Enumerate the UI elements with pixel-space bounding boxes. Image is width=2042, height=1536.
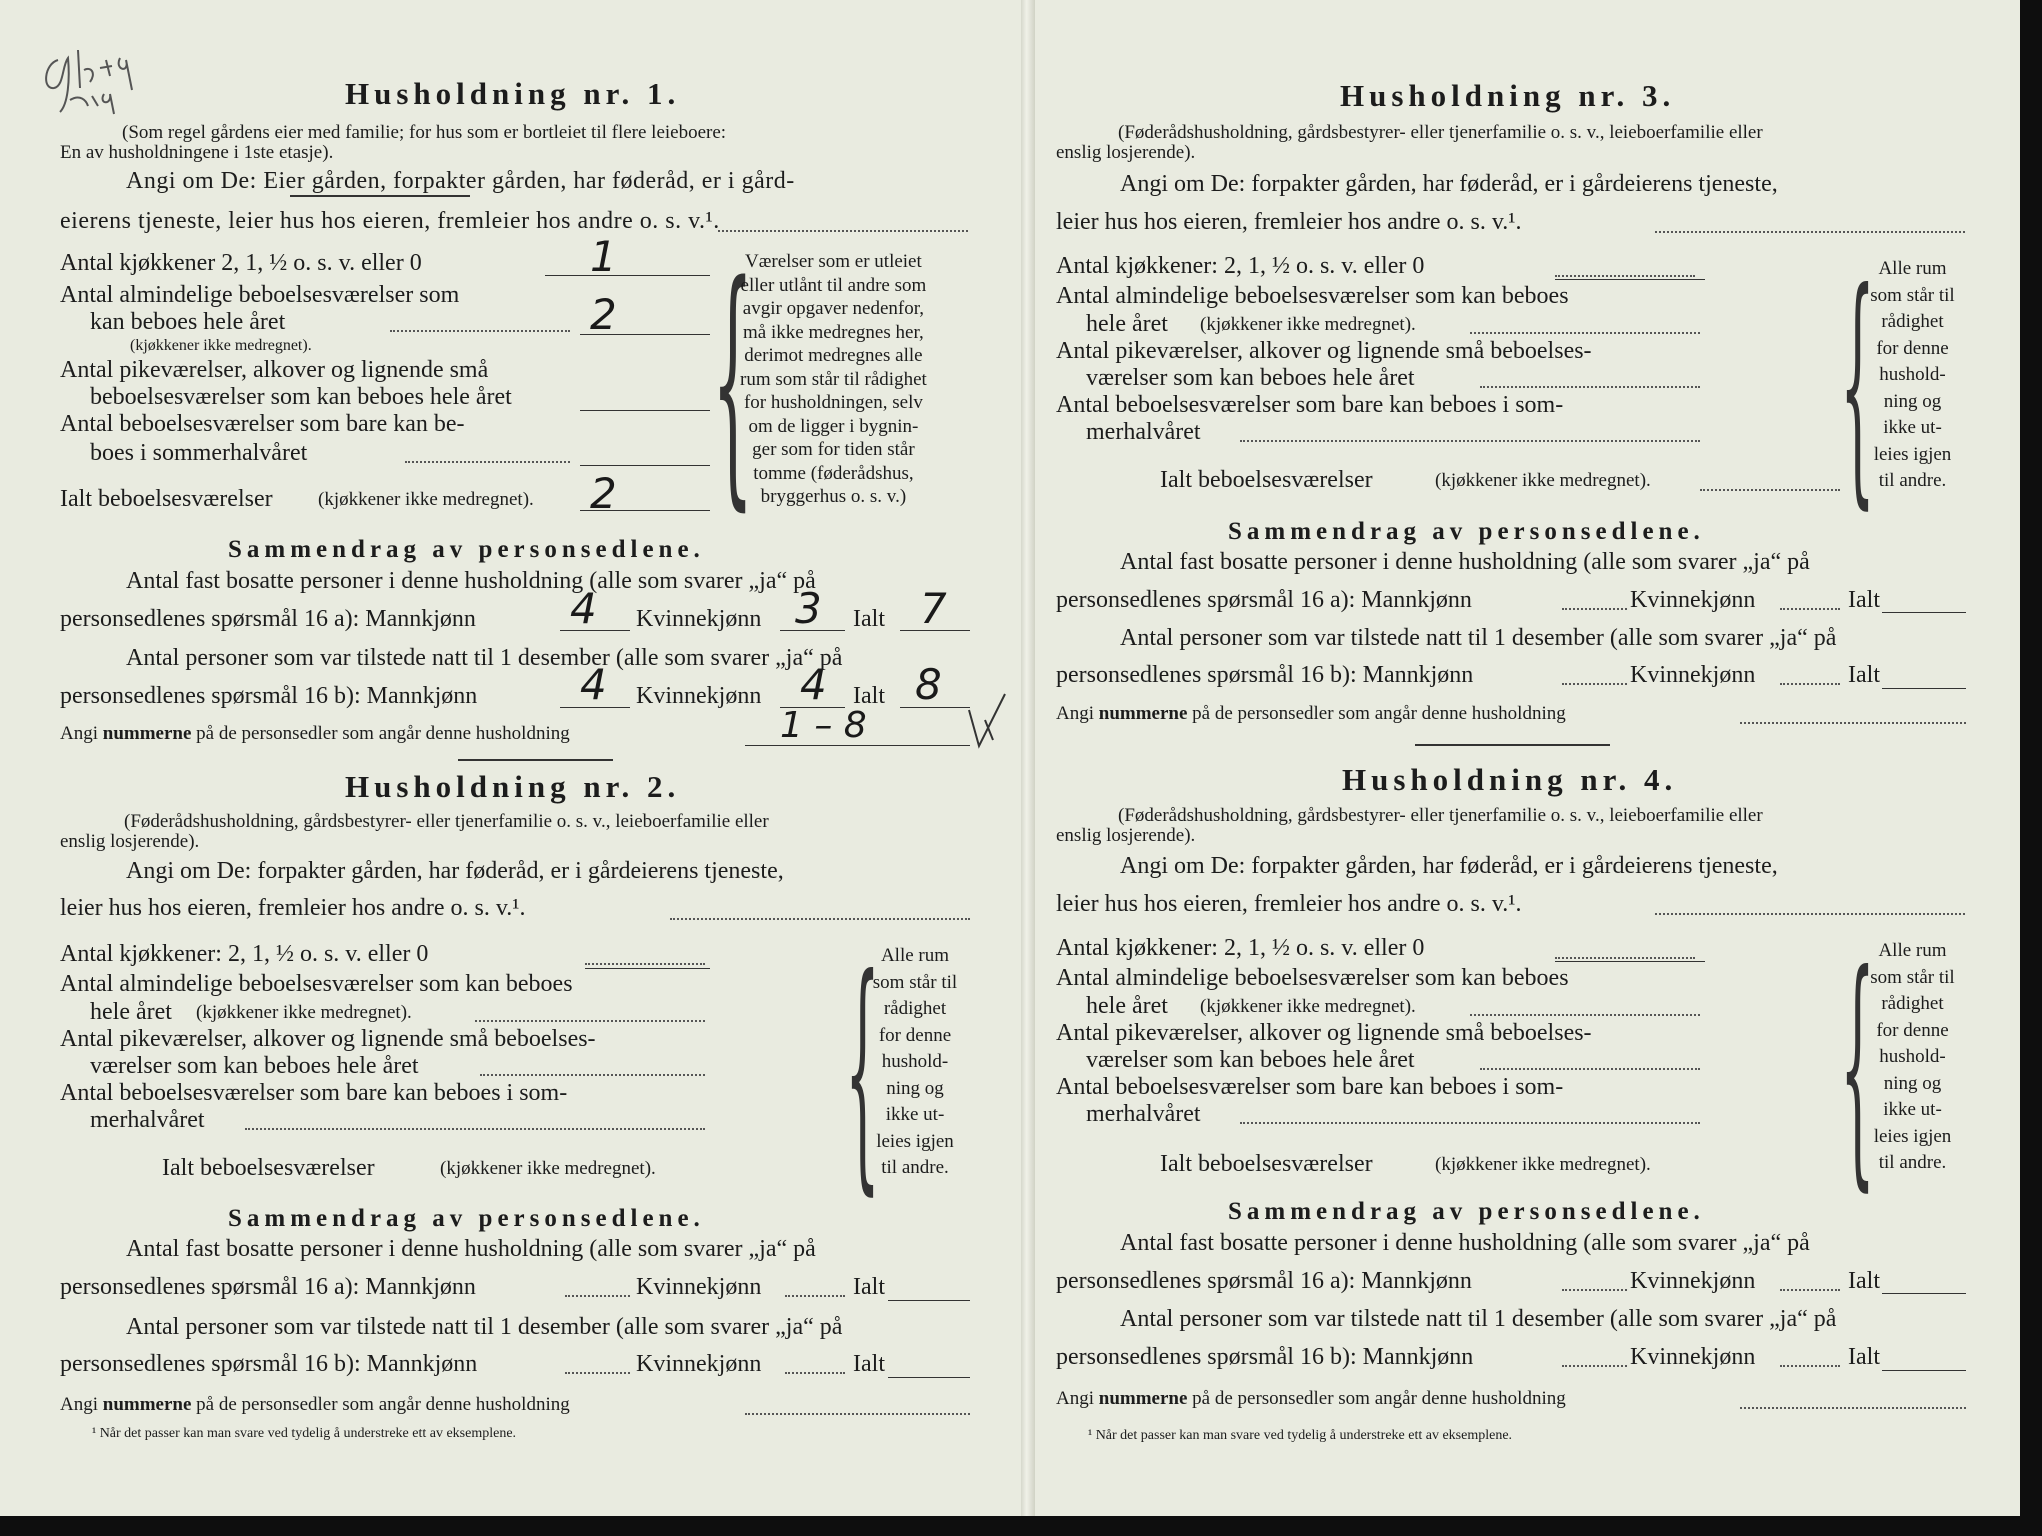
h4-s16b-female-label: Kvinnekjønn: [1630, 1344, 1756, 1370]
h4-s16a-total-label: Ialt: [1848, 1268, 1880, 1294]
side-note-line: rum som står til rådighet: [740, 368, 927, 390]
side-note-line: ger som for tiden står: [752, 439, 915, 460]
h3-s16a-female-dots: [1780, 608, 1840, 610]
h4-rooms-label1: Antal almindelige beboelsesværelser som kan beboes: [1056, 965, 1569, 991]
nummerne-word: nummerne: [1098, 703, 1188, 724]
h2-summary-heading: Sammendrag av personsedlene.: [228, 1205, 705, 1232]
scan-edge-bottom: [0, 1516, 2042, 1536]
numbers-rest: på de personsedler som angår denne husholdning: [1192, 1388, 1566, 1409]
h4-s16a-total-line: [1882, 1293, 1966, 1294]
h1-checkmark: [965, 690, 1015, 750]
side-note-line: til andre.: [1878, 1152, 1947, 1173]
h2-s16a-female-label: Kvinnekjønn: [636, 1274, 762, 1300]
h2-s16a-male-dots: [565, 1295, 630, 1297]
left-footnote: ¹ Når det passer kan man svare ved tydelig å understreke ett av eksemplene.: [92, 1426, 517, 1441]
h3-kitchens-dots: [1555, 275, 1695, 277]
h4-total-note: (kjøkkener ikke medregnet).: [1435, 1154, 1651, 1175]
h1-summer-line: [580, 465, 710, 466]
h4-s16a-female-dots: [1780, 1289, 1840, 1291]
h2-s16b-male-dots: [565, 1372, 630, 1374]
h3-rooms-note: (kjøkkener ikke medregnet).: [1200, 314, 1416, 335]
h1-pike-line: [580, 410, 710, 411]
h4-rooms-label2[interactable]: hele året: [1086, 993, 1168, 1019]
side-note-line: rådighet: [1881, 311, 1944, 332]
h3-rooms-label2[interactable]: hele året: [1086, 311, 1168, 337]
angi-word: Angi: [60, 1394, 98, 1415]
h1-s16a-male-line: [560, 630, 630, 631]
h2-note-line1: (Føderådshusholdning, gårdsbestyrer- eller tjenerfamilie o. s. v., leieboerfamilie eller: [124, 811, 769, 832]
h3-angi-dots: [1655, 231, 1965, 233]
h3-summer-dots: [1240, 440, 1700, 442]
h1-total-note: (kjøkkener ikke medregnet).: [318, 489, 534, 510]
scan-edge-right: [2020, 0, 2042, 1536]
h2-title: Husholdning nr. 2.: [345, 769, 681, 804]
h1-total-label[interactable]: Ialt beboelsesværelser: [60, 486, 273, 512]
h3-summary-heading: Sammendrag av personsedlene.: [1228, 518, 1705, 545]
h3-s16a-male-label: personsedlenes spørsmål 16 a): Mannkjønn: [1056, 587, 1472, 613]
side-note-line: hushold-: [881, 1051, 949, 1072]
h4-pike-label2[interactable]: værelser som kan beboes hele året: [1086, 1047, 1415, 1073]
side-note-line: Værelser som er utleiet: [745, 251, 922, 272]
h1-s16b-total-value[interactable]: 8: [915, 660, 942, 709]
h1-side-note: [740, 250, 927, 509]
h1-rooms-label2[interactable]: kan beboes hele året: [90, 309, 286, 335]
numbers-rest: på de personsedler som angår denne husholdning: [196, 1394, 570, 1415]
h2-s16b-female-dots: [785, 1372, 845, 1374]
h2-s16b-total-line: [888, 1377, 970, 1378]
side-note-line: derimot medregnes alle: [744, 345, 923, 366]
h4-angi-line2: leier hus hos eieren, fremleier hos andre o. s. v.¹.: [1056, 891, 1522, 917]
h3-s16b-male-label: personsedlenes spørsmål 16 b): Mannkjønn: [1056, 662, 1474, 688]
h4-pike-dots: [1480, 1068, 1700, 1070]
h2-brace: {: [845, 925, 880, 1216]
side-note-line: Alle rum: [1878, 940, 1947, 961]
h3-s16b-female-dots: [1780, 683, 1840, 685]
side-note-line: til andre.: [1878, 470, 1947, 491]
nummerne-word: nummerne: [102, 723, 192, 744]
side-note-line: som står til: [1870, 966, 1955, 988]
h2-s16a-male-label: personsedlenes spørsmål 16 a): Mannkjønn: [60, 1274, 476, 1300]
h4-rooms-dots: [1470, 1014, 1700, 1016]
h3-s16a-total-label: Ialt: [1848, 587, 1880, 613]
h3-rooms-dots: [1470, 332, 1700, 334]
side-note-line: ikke ut-: [1883, 1099, 1942, 1120]
h1-note-line2: En av husholdningene i 1ste etasje).: [60, 142, 334, 163]
h3-pike-label1: Antal pikeværelser, alkover og lignende små beboelses-: [1056, 338, 1592, 364]
h1-s16a-male-label: personsedlenes spørsmål 16 a): Mannkjønn: [60, 606, 476, 632]
h3-note-line2: enslig losjerende).: [1056, 142, 1196, 163]
h3-s16b-male-dots: [1562, 683, 1627, 685]
h4-rooms-note: (kjøkkener ikke medregnet).: [1200, 996, 1416, 1017]
h3-rooms-label1: Antal almindelige beboelsesværelser som kan beboes: [1056, 283, 1569, 309]
h1-rooms-dots: [390, 330, 570, 332]
h2-angi-dots: [670, 918, 970, 920]
h4-kitchens-dots: [1555, 957, 1695, 959]
h3-s16b-text: Antal personer som var tilstede natt til 1 desember (alle som svarer „ja“ på: [1120, 625, 1837, 651]
h4-summer-label2[interactable]: merhalvåret: [1086, 1101, 1201, 1127]
h3-s16a-total-line: [1882, 612, 1966, 613]
h1-s16b-male-label: personsedlenes spørsmål 16 b): Mannkjønn: [60, 683, 478, 709]
side-note-line: Alle rum: [1878, 258, 1947, 279]
side-note-line: ning og: [1883, 1072, 1942, 1094]
h3-s16b-female-label: Kvinnekjønn: [1630, 662, 1756, 688]
side-note-line: avgir opgaver nedenfor,: [742, 298, 925, 319]
h4-title: Husholdning nr. 4.: [1342, 762, 1678, 797]
h1-total-value[interactable]: 2: [590, 469, 617, 518]
h1-rooms-line: [580, 334, 710, 335]
h1-s16a-text: Antal fast bosatte personer i denne husholdning (alle som svarer „ja“ på: [126, 568, 816, 594]
h2-s16a-total-line: [888, 1300, 970, 1301]
side-note-line: hushold-: [1879, 364, 1946, 385]
side-note-line: som står til: [872, 971, 958, 993]
h2-rooms-label2[interactable]: hele året: [90, 999, 172, 1025]
side-note-line: for denne: [1876, 1019, 1949, 1041]
nummerne-word: nummerne: [102, 1394, 192, 1415]
h3-total-label[interactable]: Ialt beboelsesværelser: [1160, 467, 1373, 493]
page-fold: [1021, 0, 1035, 1536]
h1-s16a-total-label: Ialt: [853, 606, 885, 632]
h4-angi-dots: [1655, 913, 1965, 915]
h4-brace: {: [1840, 921, 1875, 1212]
h1-s16b-female-value[interactable]: 4: [800, 660, 827, 709]
h3-pike-label2[interactable]: værelser som kan beboes hele året: [1086, 365, 1415, 391]
h2-pike-dots: [480, 1074, 705, 1076]
side-note-line: ikke ut-: [1883, 417, 1942, 438]
h1-s16a-total-value[interactable]: 7: [920, 584, 947, 633]
side-note-line: må ikke medregnes her,: [743, 321, 924, 343]
h1-numbers-label: [60, 723, 570, 745]
h1-title: Husholdning nr. 1.: [345, 76, 681, 111]
side-note-line: rådighet: [883, 998, 947, 1019]
h4-kitchens-label[interactable]: Antal kjøkkener: 2, 1, ½ o. s. v. eller 0: [1056, 935, 1425, 961]
h1-kitchens-label[interactable]: Antal kjøkkener 2, 1, ½ o. s. v. eller 0: [60, 250, 422, 276]
h4-s16b-male-label: personsedlenes spørsmål 16 b): Mannkjønn: [1056, 1344, 1474, 1370]
h2-note-line2: enslig losjerende).: [60, 831, 200, 852]
side-note-line: for denne: [1876, 337, 1949, 359]
h2-s16b-male-label: personsedlenes spørsmål 16 b): Mannkjønn: [60, 1351, 478, 1377]
side-note-line: eller utlånt til andre som: [740, 274, 927, 296]
h4-s16b-total-line: [1882, 1370, 1966, 1371]
h1-s16a-male-value[interactable]: 4: [570, 584, 597, 633]
h2-s16a-total-label: Ialt: [853, 1274, 885, 1300]
h4-s16a-male-label: personsedlenes spørsmål 16 a): Mannkjønn: [1056, 1268, 1472, 1294]
h1-kitchens-value[interactable]: 1: [590, 232, 617, 281]
h2-rooms-label1: Antal almindelige beboelsesværelser som kan beboes: [60, 971, 573, 997]
side-note-line: rådighet: [1881, 993, 1944, 1014]
h4-angi-line1: Angi om De: forpakter gården, har føderåd, er i gårdeierens tjeneste,: [1120, 853, 1778, 879]
h2-total-label[interactable]: Ialt beboelsesværelser: [162, 1155, 375, 1181]
h4-s16a-male-dots: [1562, 1289, 1627, 1291]
h1-separator: [458, 759, 613, 761]
h1-s16b-total-label: Ialt: [853, 683, 885, 709]
h4-s16b-text: Antal personer som var tilstede natt til 1 desember (alle som svarer „ja“ på: [1120, 1306, 1837, 1332]
h3-s16a-male-dots: [1562, 608, 1627, 610]
h4-side-note: [1860, 938, 1965, 1177]
side-note-line: om de ligger i bygnin-: [748, 415, 919, 437]
h1-s16b-total-line: [900, 707, 970, 708]
h2-s16b-total-label: Ialt: [853, 1351, 885, 1377]
h1-rooms-label1: Antal almindelige beboelsesværelser som: [60, 282, 460, 308]
numbers-rest: på de personsedler som angår denne husholdning: [196, 723, 570, 744]
h2-rooms-note: (kjøkkener ikke medregnet).: [196, 1002, 412, 1023]
h3-note-line1: (Føderådshusholdning, gårdsbestyrer- eller tjenerfamilie o. s. v., leieboerfamilie eller: [1118, 122, 1763, 143]
h4-numbers-label: [1056, 1388, 1566, 1410]
side-note-line: leies igjen: [1873, 443, 1952, 465]
h2-numbers-label: [60, 1394, 570, 1416]
h3-numbers-label: [1056, 703, 1566, 725]
h2-s16b-text: Antal personer som var tilstede natt til 1 desember (alle som svarer „ja“ på: [126, 1314, 843, 1340]
h4-numbers-dots: [1740, 1407, 1966, 1409]
h2-summer-dots: [245, 1128, 705, 1130]
h3-kitchens-label[interactable]: Antal kjøkkener: 2, 1, ½ o. s. v. eller 0: [1056, 253, 1425, 279]
h1-kitchens-line: [545, 275, 710, 276]
side-note-line: hushold-: [1879, 1046, 1946, 1067]
h1-angi-line2: eierens tjeneste, leier hus hos eieren, fremleier hos andre o. s. v.¹.: [60, 208, 720, 234]
h2-angi-line2: leier hus hos eieren, fremleier hos andre o. s. v.¹.: [60, 895, 526, 921]
h4-note-line1: (Føderådshusholdning, gårdsbestyrer- eller tjenerfamilie o. s. v., leieboerfamilie eller: [1118, 805, 1763, 826]
h2-total-note: (kjøkkener ikke medregnet).: [440, 1158, 656, 1179]
h1-total-line: [580, 510, 710, 511]
h1-brace: {: [712, 231, 754, 533]
h2-side-note: [865, 943, 965, 1182]
side-note-line: Alle rum: [880, 945, 950, 966]
h3-brace: {: [1840, 239, 1875, 530]
side-note-line: for husholdningen, selv: [743, 392, 923, 413]
angi-word: Angi: [1056, 1388, 1094, 1409]
h1-s16a-female-value[interactable]: 3: [795, 584, 822, 633]
h1-note-line1: (Som regel gårdens eier med familie; for hus som er bortleiet til flere leieboere:: [122, 122, 727, 143]
h1-s16b-male-value[interactable]: 4: [580, 660, 607, 709]
side-note-line: ning og: [886, 1077, 944, 1099]
h4-s16b-total-label: Ialt: [1848, 1344, 1880, 1370]
h3-s16a-female-label: Kvinnekjønn: [1630, 587, 1756, 613]
h3-s16b-total-label: Ialt: [1848, 662, 1880, 688]
h1-summary-heading: Sammendrag av personsedlene.: [228, 536, 705, 563]
h3-total-note: (kjøkkener ikke medregnet).: [1435, 470, 1651, 491]
side-note-line: leies igjen: [876, 1130, 954, 1152]
h1-eier-underline: [290, 195, 470, 197]
h2-kitchens-dots: [585, 963, 705, 965]
h3-angi-line2: leier hus hos eieren, fremleier hos andre o. s. v.¹.: [1056, 209, 1522, 235]
h1-s16a-female-label: Kvinnekjønn: [636, 606, 762, 632]
h3-pike-dots: [1480, 386, 1700, 388]
h4-s16b-male-dots: [1562, 1365, 1627, 1367]
h2-s16a-text: Antal fast bosatte personer i denne husholdning (alle som svarer „ja“ på: [126, 1236, 816, 1262]
h1-pike-label1: Antal pikeværelser, alkover og lignende små: [60, 357, 489, 383]
h1-s16b-text: Antal personer som var tilstede natt til 1 desember (alle som svarer „ja“ på: [126, 645, 843, 671]
h3-s16a-text: Antal fast bosatte personer i denne husholdning (alle som svarer „ja“ på: [1120, 549, 1810, 575]
h3-separator: [1415, 744, 1610, 746]
h2-numbers-dots: [745, 1413, 970, 1415]
h2-summer-label2[interactable]: merhalvåret: [90, 1107, 205, 1133]
h1-angi-dots: [718, 230, 968, 232]
h2-kitchens-line: [585, 968, 710, 969]
h3-angi-line1: Angi om De: forpakter gården, har føderåd, er i gårdeierens tjeneste,: [1120, 171, 1778, 197]
h2-rooms-dots: [475, 1020, 705, 1022]
h1-angi-line1: Angi om De: Eier gården, forpakter gården, har føderåd, er i gård-: [126, 168, 795, 194]
h1-rooms-value[interactable]: 2: [590, 290, 617, 339]
h4-summer-label1: Antal beboelsesværelser som bare kan beboes i som-: [1056, 1074, 1564, 1100]
h4-summary-heading: Sammendrag av personsedlene.: [1228, 1198, 1705, 1225]
h1-summer-label2[interactable]: boes i sommerhalvåret: [90, 440, 308, 466]
h1-s16b-female-label: Kvinnekjønn: [636, 683, 762, 709]
side-note-line: for denne: [878, 1024, 952, 1046]
h4-kitchens-line: [1555, 961, 1705, 962]
h1-pike-label2[interactable]: beboelsesværelser som kan beboes hele året: [90, 384, 512, 410]
side-note-line: ning og: [1883, 390, 1942, 412]
h1-s16a-female-line: [780, 630, 845, 631]
h2-s16a-female-dots: [785, 1295, 845, 1297]
h3-summer-label2[interactable]: merhalvåret: [1086, 419, 1201, 445]
h4-summer-dots: [1240, 1122, 1700, 1124]
h4-s16a-text: Antal fast bosatte personer i denne husholdning (alle som svarer „ja“ på: [1120, 1230, 1810, 1256]
h2-kitchens-label[interactable]: Antal kjøkkener: 2, 1, ½ o. s. v. eller 0: [60, 941, 429, 967]
h1-s16b-male-line: [560, 707, 630, 708]
h2-summer-label1: Antal beboelsesværelser som bare kan beboes i som-: [60, 1080, 568, 1106]
h3-numbers-dots: [1740, 722, 1966, 724]
side-note-line: som står til: [1870, 284, 1955, 306]
h2-pike-label1: Antal pikeværelser, alkover og lignende små beboelses-: [60, 1026, 596, 1052]
h4-note-line2: enslig losjerende).: [1056, 825, 1196, 846]
h4-s16b-female-dots: [1780, 1365, 1840, 1367]
side-note-line: ikke ut-: [885, 1104, 945, 1125]
h3-s16b-total-line: [1882, 688, 1966, 689]
right-footnote: ¹ Når det passer kan man svare ved tydelig å understreke ett av eksemplene.: [1088, 1428, 1513, 1443]
h2-pike-label2[interactable]: værelser som kan beboes hele året: [90, 1053, 419, 1079]
side-note-line: til andre.: [881, 1157, 949, 1178]
h1-numbers-value[interactable]: 1 – 8: [780, 705, 867, 746]
h4-pike-label1: Antal pikeværelser, alkover og lignende små beboelses-: [1056, 1020, 1592, 1046]
side-note-line: tomme (føderådshus,: [753, 462, 914, 484]
h2-angi-line1: Angi om De: forpakter gården, har føderåd, er i gårdeierens tjeneste,: [126, 858, 784, 884]
h2-s16b-female-label: Kvinnekjønn: [636, 1351, 762, 1377]
corner-handwritten-note: [40, 30, 150, 120]
side-note-line: bryggerhus o. s. v.): [760, 486, 907, 507]
h3-total-dots: [1700, 489, 1840, 491]
h1-numbers-line: [745, 745, 970, 746]
h1-rooms-note: (kjøkkener ikke medregnet).: [130, 337, 312, 354]
h3-kitchens-line: [1555, 279, 1705, 280]
h4-total-label[interactable]: Ialt beboelsesværelser: [1160, 1151, 1373, 1177]
nummerne-word: nummerne: [1098, 1388, 1188, 1409]
h1-s16a-total-line: [900, 630, 970, 631]
side-note-line: leies igjen: [1873, 1125, 1952, 1147]
h3-side-note: [1860, 256, 1965, 495]
h1-summer-dots: [405, 461, 570, 463]
angi-word: Angi: [1056, 703, 1094, 724]
h3-title: Husholdning nr. 3.: [1340, 78, 1676, 113]
h3-summer-label1: Antal beboelsesværelser som bare kan beboes i som-: [1056, 392, 1564, 418]
numbers-rest: på de personsedler som angår denne husholdning: [1192, 703, 1566, 724]
angi-word: Angi: [60, 723, 98, 744]
h1-summer-label1: Antal beboelsesværelser som bare kan be-: [60, 411, 465, 437]
h4-s16a-female-label: Kvinnekjønn: [1630, 1268, 1756, 1294]
